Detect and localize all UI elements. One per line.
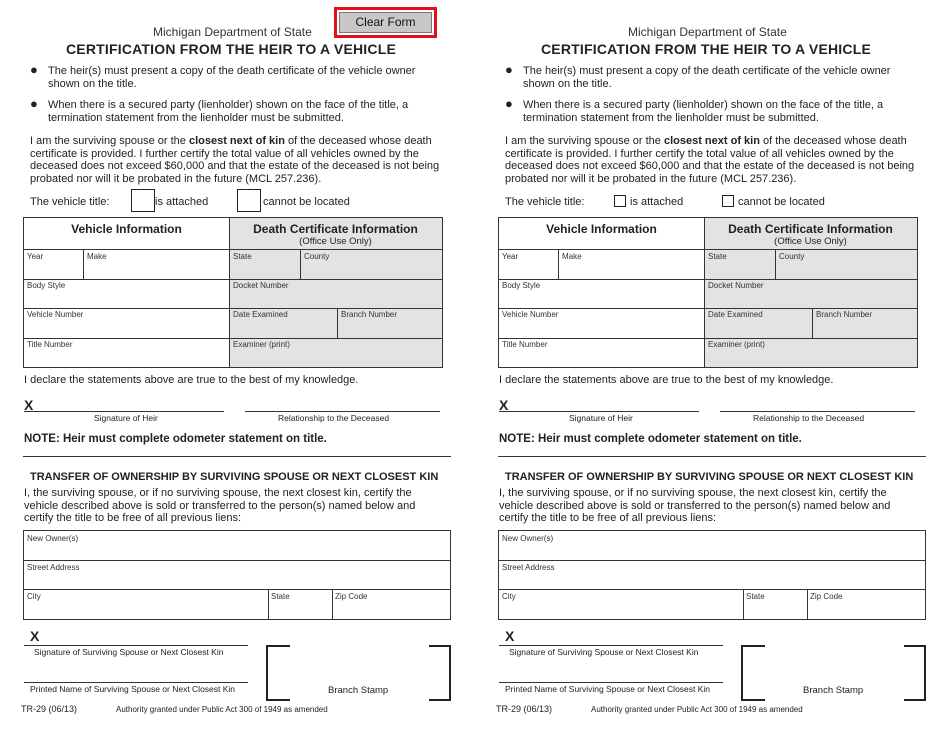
branch-number-field[interactable]: Branch Number <box>341 310 398 319</box>
bullet-icon: ● <box>30 62 38 77</box>
agency-name: Michigan Department of State <box>153 25 312 39</box>
relationship-line[interactable] <box>245 411 440 412</box>
bullet-death-certificate: ● The heir(s) must present a copy of the death certificate of the vehicle owner shown on the title. <box>30 62 416 90</box>
death-cert-header: Death Certificate Information <box>253 222 418 236</box>
x-mark: X <box>505 628 515 644</box>
new-owner-table <box>23 530 451 620</box>
branch-stamp-label: Branch Stamp <box>803 685 864 696</box>
form-id: TR-29 (06/13) <box>496 704 553 714</box>
not-located-checkbox[interactable] <box>237 189 261 212</box>
printed-name-line[interactable] <box>499 682 723 683</box>
branch-stamp-label: Branch Stamp <box>328 685 389 696</box>
bullet-icon: ● <box>505 62 513 77</box>
declaration: I declare the statements above are true to the best of my knowledge. <box>24 374 359 386</box>
odometer-note: NOTE: Heir must complete odometer statement on title. <box>24 433 327 445</box>
x-mark: X <box>30 628 40 644</box>
transfer-header: TRANSFER OF OWNERSHIP BY SURVIVING SPOUSE OR NEXT CLOSEST KIN <box>30 471 439 483</box>
make-field[interactable]: Make <box>87 252 107 261</box>
vehicle-number-field[interactable]: Vehicle Number <box>502 310 559 319</box>
year-field[interactable]: Year <box>502 252 519 261</box>
not-located-label: cannot be located <box>738 196 825 208</box>
attached-label: is attached <box>155 196 209 208</box>
examiner-field[interactable]: Examiner (print) <box>708 340 765 349</box>
section-divider <box>23 456 451 457</box>
bullet-death-certificate: ● The heir(s) must present a copy of the death certificate of the vehicle owner shown on the title. <box>505 62 891 90</box>
street-address-field[interactable]: Street Address <box>27 563 80 572</box>
body-style-field[interactable]: Body Style <box>502 281 541 290</box>
authority-text: Authority granted under Public Act 300 of 1949 as amended <box>116 705 328 714</box>
transfer-paragraph: I, the surviving spouse, or if no surviving spouse, the next closest kin, certify the vehicle described above is sold or transferred to the person(s) named below and certify the title to be free of all previous liens: <box>24 487 416 525</box>
section-divider <box>498 456 926 457</box>
death-cert-header: Death Certificate Information <box>728 222 893 236</box>
form-title: CERTIFICATION FROM THE HEIR TO A VEHICLE <box>541 41 871 57</box>
x-mark: X <box>24 397 34 413</box>
vehicle-title-label: The vehicle title: <box>505 196 585 208</box>
county-field[interactable]: County <box>304 252 330 261</box>
title-number-field[interactable]: Title Number <box>27 340 73 349</box>
owner-state-field[interactable]: State <box>746 592 765 601</box>
spouse-signature-caption: Signature of Surviving Spouse or Next Closest Kin <box>509 647 699 657</box>
relationship-caption: Relationship to the Deceased <box>753 413 865 423</box>
body-style-field[interactable]: Body Style <box>27 281 66 290</box>
heir-signature-caption: Signature of Heir <box>569 413 633 423</box>
transfer-paragraph: I, the surviving spouse, or if no surviving spouse, the next closest kin, certify the vehicle described above is sold or transferred to the person(s) named below and certify the title to be free of all previous liens: <box>499 487 891 525</box>
certification-paragraph: I am the surviving spouse or the closest next of kin of the deceased whose death certificate is provided. I further certify the total value of all vehicles owned by the deceased does not exceed $60,000 and that the estate of the deceased is not being probated nor will it be probated in the future (MCL 257.236). <box>505 135 915 185</box>
office-use-only: (Office Use Only) <box>774 236 847 247</box>
vehicle-info-header: Vehicle Information <box>71 222 182 236</box>
form-id: TR-29 (06/13) <box>21 704 78 714</box>
title-number-field[interactable]: Title Number <box>502 340 548 349</box>
year-field[interactable]: Year <box>27 252 44 261</box>
attached-checkbox[interactable] <box>131 189 155 212</box>
attached-checkbox[interactable] <box>614 195 626 207</box>
heir-signature-line[interactable] <box>499 411 699 412</box>
attached-label: is attached <box>630 196 684 208</box>
relationship-caption: Relationship to the Deceased <box>278 413 390 423</box>
city-field[interactable]: City <box>27 592 41 601</box>
bullet-lienholder: ● When there is a secured party (lienholder) shown on the face of the title, a termination statement from the lienholder must be submitted. <box>30 96 409 124</box>
bullet-icon: ● <box>505 96 513 111</box>
zip-code-field[interactable]: Zip Code <box>335 592 368 601</box>
bullet-icon: ● <box>30 96 38 111</box>
state-field[interactable]: State <box>233 252 252 261</box>
stamp-bracket-right <box>429 645 451 701</box>
stamp-bracket-left <box>266 645 290 701</box>
authority-text: Authority granted under Public Act 300 of 1949 as amended <box>591 705 803 714</box>
examiner-field[interactable]: Examiner (print) <box>233 340 290 349</box>
make-field[interactable]: Make <box>562 252 582 261</box>
new-owner-field[interactable]: New Owner(s) <box>27 534 79 543</box>
docket-number-field[interactable]: Docket Number <box>708 281 764 290</box>
printed-name-caption: Printed Name of Surviving Spouse or Next Closest Kin <box>505 684 711 694</box>
vehicle-info-header: Vehicle Information <box>546 222 657 236</box>
printed-name-line[interactable] <box>24 682 248 683</box>
new-owner-table <box>498 530 926 620</box>
spouse-signature-line[interactable] <box>499 645 723 646</box>
not-located-checkbox[interactable] <box>722 195 734 207</box>
form-copy-right <box>475 0 950 735</box>
docket-number-field[interactable]: Docket Number <box>233 281 289 290</box>
county-field[interactable]: County <box>779 252 805 261</box>
not-located-label: cannot be located <box>263 196 350 208</box>
declaration: I declare the statements above are true to the best of my knowledge. <box>499 374 834 386</box>
odometer-note: NOTE: Heir must complete odometer statement on title. <box>499 433 802 445</box>
stamp-bracket-left <box>741 645 765 701</box>
form-title: CERTIFICATION FROM THE HEIR TO A VEHICLE <box>66 41 396 57</box>
date-examined-field[interactable]: Date Examined <box>233 310 288 319</box>
vehicle-title-label: The vehicle title: <box>30 196 110 208</box>
state-field[interactable]: State <box>708 252 727 261</box>
printed-name-caption: Printed Name of Surviving Spouse or Next Closest Kin <box>30 684 236 694</box>
spouse-signature-caption: Signature of Surviving Spouse or Next Closest Kin <box>34 647 224 657</box>
heir-signature-caption: Signature of Heir <box>94 413 158 423</box>
heir-signature-line[interactable] <box>24 411 224 412</box>
vehicle-info-table <box>23 217 443 368</box>
city-field[interactable]: City <box>502 592 516 601</box>
zip-code-field[interactable]: Zip Code <box>810 592 843 601</box>
vehicle-info-table <box>498 217 918 368</box>
clear-form-label: Clear Form <box>339 12 432 33</box>
stamp-bracket-right <box>904 645 926 701</box>
spouse-signature-line[interactable] <box>24 645 248 646</box>
street-address-field[interactable]: Street Address <box>502 563 555 572</box>
agency-name: Michigan Department of State <box>628 25 787 39</box>
branch-number-field[interactable]: Branch Number <box>816 310 873 319</box>
transfer-header: TRANSFER OF OWNERSHIP BY SURVIVING SPOUSE OR NEXT CLOSEST KIN <box>505 471 914 483</box>
vehicle-number-field[interactable]: Vehicle Number <box>27 310 84 319</box>
certification-paragraph: I am the surviving spouse or the closest next of kin of the deceased whose death certificate is provided. I further certify the total value of all vehicles owned by the deceased does not exceed $60,000 and that the estate of the deceased is not being probated nor will it be probated in the future (MCL 257.236). <box>30 135 440 185</box>
office-use-only: (Office Use Only) <box>299 236 372 247</box>
bullet-lienholder: ● When there is a secured party (lienholder) shown on the face of the title, a termination statement from the lienholder must be submitted. <box>505 96 884 124</box>
owner-state-field[interactable]: State <box>271 592 290 601</box>
date-examined-field[interactable]: Date Examined <box>708 310 763 319</box>
relationship-line[interactable] <box>720 411 915 412</box>
new-owner-field[interactable]: New Owner(s) <box>502 534 554 543</box>
x-mark: X <box>499 397 509 413</box>
